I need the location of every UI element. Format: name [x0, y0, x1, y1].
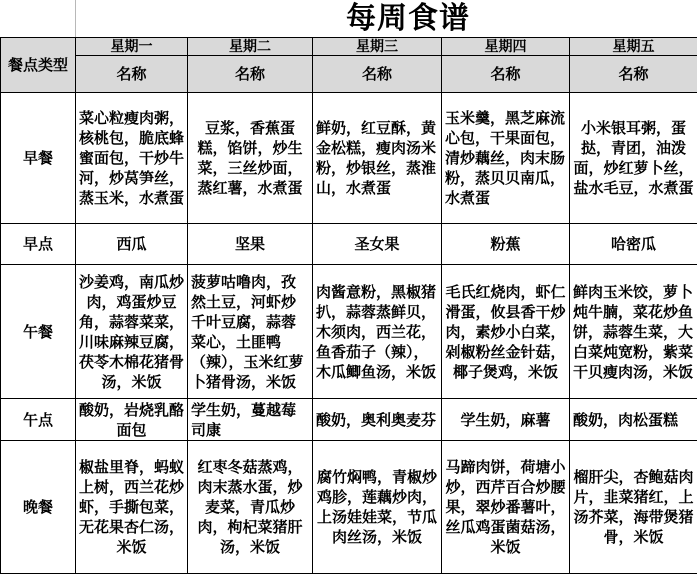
menu-cell: 酸奶，肉松蛋糕 [570, 399, 697, 441]
weekly-menu-table [0, 37, 697, 574]
menu-cell: 酸奶，岩烧乳酪面包 [76, 399, 188, 441]
menu-cell: 榴肝尖，杏鲍菇肉片，韭菜猪红，上汤芥菜，海带煲猪骨，米饭 [570, 441, 697, 574]
menu-cell: 鲜奶，红豆酥，黄金松糕，瘦肉汤米粉，炒银丝，蒸淮山，水煮蛋 [313, 93, 442, 224]
header-row-names [1, 56, 697, 93]
name-header: 名称 [76, 56, 188, 93]
menu-cell: 菠萝咕噜肉，孜然土豆，河虾炒千叶豆腐，蒜蓉菜心，土匪鸭（辣），玉米红萝卜猪骨汤，米饭 [188, 265, 313, 399]
table-row-dinner [1, 441, 697, 574]
day-header-tue: 星期二 [188, 38, 313, 56]
meal-type-label: 早点 [1, 224, 76, 265]
table-row-breakfast [1, 93, 697, 224]
menu-cell: 西瓜 [76, 224, 188, 265]
menu-cell: 鲜肉玉米饺，萝卜炖牛腩，菜花炒鱼饼，蒜蓉生菜，大白菜炖宽粉，紫菜干贝瘦肉汤，米饭 [570, 265, 697, 399]
menu-cell: 酸奶，奥利奥麦芬 [313, 399, 442, 441]
day-header-wed: 星期三 [313, 38, 442, 56]
name-header: 名称 [570, 56, 697, 93]
menu-cell: 毛氏红烧肉，虾仁滑蛋，攸县香干炒肉，素炒小白菜，剁椒粉丝金针菇，椰子煲鸡，米饭 [442, 265, 570, 399]
name-header: 名称 [188, 56, 313, 93]
meal-type-label: 午点 [1, 399, 76, 441]
menu-cell: 腐竹焖鸭，青椒炒鸡胗，莲藕炒肉，上汤娃娃菜，节瓜肉丝汤，米饭 [313, 441, 442, 574]
meal-type-label: 早餐 [1, 93, 76, 224]
page-title: 每周食谱 [346, 1, 470, 36]
menu-cell: 菜心粒瘦肉粥，核桃包，脆底蜂蜜面包，干炒牛河，炒莴笋丝，蒸玉米，水煮蛋 [76, 93, 188, 224]
category-header: 餐点类型 [1, 38, 76, 93]
meal-type-label: 晚餐 [1, 441, 76, 574]
menu-cell: 椒盐里脊，蚂蚁上树，西兰花炒虾，手撕包菜，无花果杏仁汤，米饭 [76, 441, 188, 574]
menu-cell: 坚果 [188, 224, 313, 265]
title-row [75, 0, 697, 38]
meal-type-label: 午餐 [1, 265, 76, 399]
menu-cell: 哈密瓜 [570, 224, 697, 265]
name-header: 名称 [442, 56, 570, 93]
table-row-afternoon-snack [1, 399, 697, 441]
menu-cell: 粉蕉 [442, 224, 570, 265]
menu-cell: 圣女果 [313, 224, 442, 265]
menu-cell: 马蹄肉饼，荷塘小炒，西芹百合炒腰果，翠炒番薯叶，丝瓜鸡蛋菌菇汤，米饭 [442, 441, 570, 574]
menu-cell: 学生奶，蔓越莓司康 [188, 399, 313, 441]
table-row-lunch [1, 265, 697, 399]
header-row-days [1, 38, 697, 56]
day-header-thu: 星期四 [442, 38, 570, 56]
day-header-mon: 星期一 [76, 38, 188, 56]
day-header-fri: 星期五 [570, 38, 697, 56]
table-row-morning-snack [1, 224, 697, 265]
menu-cell: 豆浆，香蕉蛋糕，馅饼，炒生菜，三丝炒面，蒸红薯，水煮蛋 [188, 93, 313, 224]
menu-cell: 小米银耳粥，蛋挞，青团，油泼面，炒红萝卜丝，盐水毛豆，水煮蛋 [570, 93, 697, 224]
menu-cell: 学生奶，麻薯 [442, 399, 570, 441]
name-header: 名称 [313, 56, 442, 93]
menu-cell: 玉米羹，黑芝麻流心包，干果面包，清炒藕丝，肉末肠粉，蒸贝贝南瓜，水煮蛋 [442, 93, 570, 224]
menu-cell: 红枣冬菇蒸鸡，肉末蒸水蛋，炒麦菜，青瓜炒肉，枸杞菜猪肝汤，米饭 [188, 441, 313, 574]
menu-cell: 沙姜鸡，南瓜炒肉，鸡蛋炒豆角，蒜蓉菜菜，川味麻辣豆腐，茯苓木棉花猪骨汤，米饭 [76, 265, 188, 399]
menu-cell: 肉酱意粉，黑椒猪扒，蒜蓉蒸鲜贝，木须肉，西兰花，鱼香茄子（辣），木瓜鲫鱼汤，米饭 [313, 265, 442, 399]
